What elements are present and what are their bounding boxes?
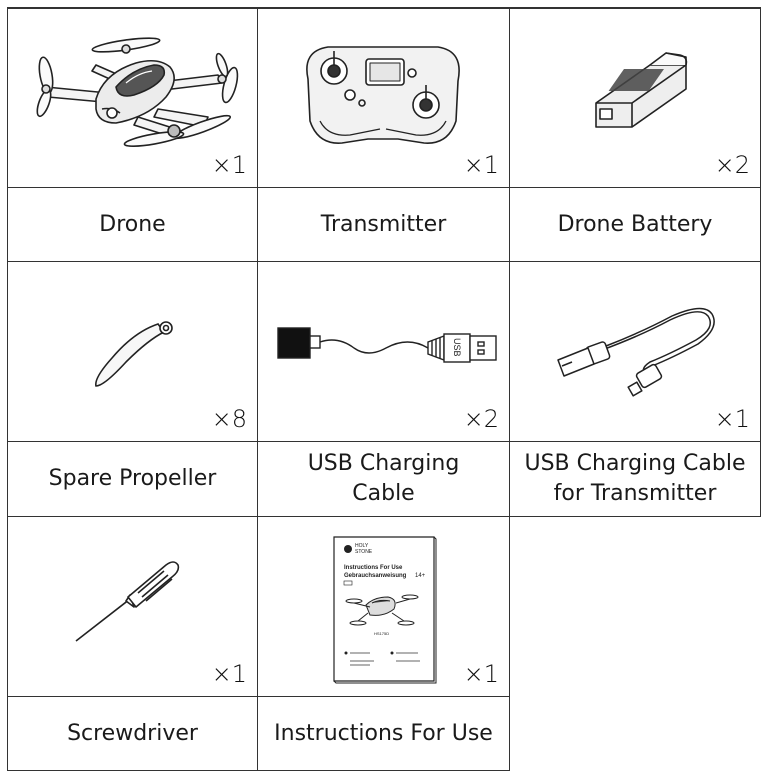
quantity-label: ×1 <box>211 151 247 179</box>
quantity-label: ×2 <box>463 405 499 433</box>
item-label-instructions: Instructions For Use <box>274 720 493 746</box>
label-line: USB Charging Cable <box>524 451 746 476</box>
item-label-usb-charging-cable <box>258 442 509 516</box>
usb-text: USB <box>452 338 462 357</box>
grid-line <box>7 770 509 771</box>
label-line: for Transmitter <box>553 481 717 506</box>
manual-brand: HOLY <box>355 543 369 549</box>
grid-line <box>760 7 761 517</box>
quantity-label: ×1 <box>463 151 499 179</box>
quantity-label: ×1 <box>714 405 750 433</box>
item-label-spare-propeller: Spare Propeller <box>48 466 217 491</box>
manual-title-de: Gebrauchsanweisung <box>344 573 407 579</box>
instructions-cell <box>258 517 509 696</box>
item-label-drone-battery: Drone Battery <box>557 211 713 237</box>
item-label-screwdriver: Screwdriver <box>67 720 198 746</box>
quantity-label: ×8 <box>211 405 247 433</box>
quantity-label: ×2 <box>714 151 750 179</box>
item-label-usb-cable-transmitter <box>510 442 760 516</box>
manual-age: 14+ <box>415 573 426 579</box>
label-line: Cable <box>352 481 415 506</box>
transmitter-cell <box>258 9 509 187</box>
usb-charging-cable-cell <box>258 262 509 441</box>
screwdriver-cell <box>8 517 257 696</box>
item-label-drone: Drone <box>99 211 166 237</box>
drone-cell <box>8 9 257 187</box>
quantity-label: ×1 <box>211 660 247 688</box>
usb-cable-transmitter-cell <box>510 262 760 441</box>
manual-title-en: Instructions For Use <box>344 565 403 571</box>
quantity-label: ×1 <box>463 660 499 688</box>
label-line: USB Charging <box>307 451 460 476</box>
manual-brand: STONE <box>355 549 373 555</box>
drone-battery-cell <box>510 9 760 187</box>
item-label-transmitter: Transmitter <box>320 211 447 237</box>
manual-model: HS175D <box>374 631 390 636</box>
spare-propeller-cell <box>8 262 257 441</box>
